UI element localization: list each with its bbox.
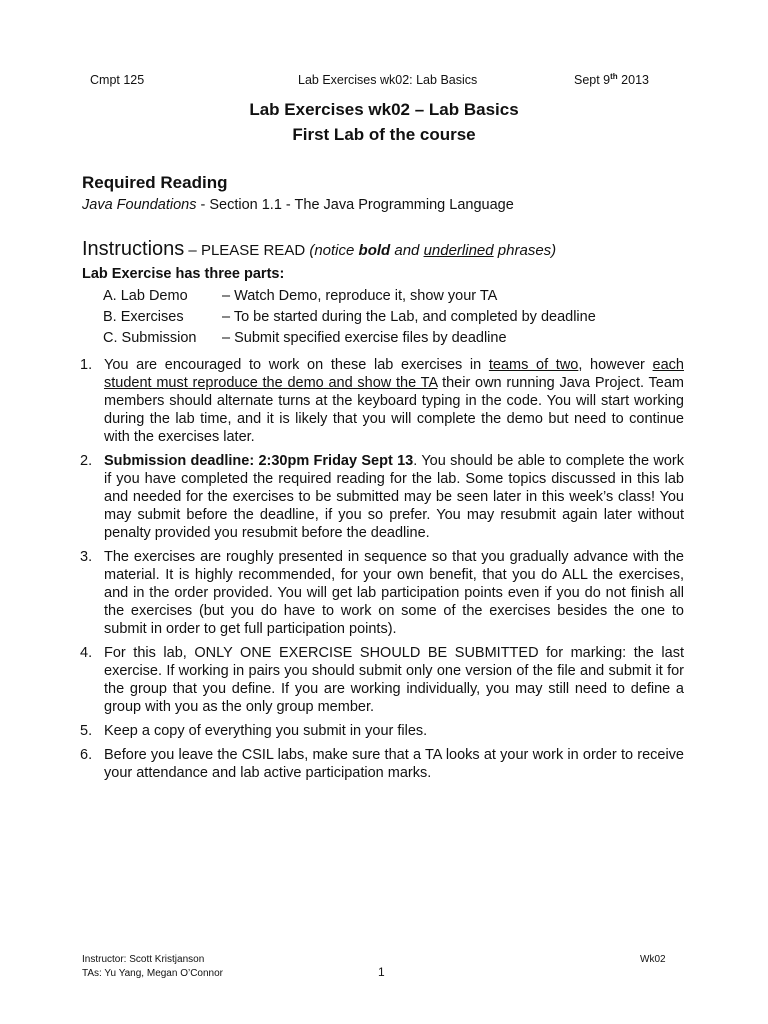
header-date xyxy=(574,73,649,87)
page-title: Lab Exercises wk02 – Lab Basics xyxy=(249,100,519,119)
page-number: 1 xyxy=(378,965,385,979)
list-text: The exercises are roughly presented in sequence so that you gradually advance with the material. It is highly recommended, for your own benefit, that you do ALL the exercises, and in the order provided. You will get lab participation points even if you do not finish all the exercises (but you do have to work on some of the exercises besides the one to submit in order to get full participation points). xyxy=(104,549,684,637)
instructions-notice-open: (notice xyxy=(309,242,359,259)
instructions-heading-row xyxy=(82,238,556,261)
list-text: Before you leave the CSIL labs, make sure that a TA looks at your work in order to receive your attendance and lab active participation marks. xyxy=(104,747,684,781)
list-text: Keep a copy of everything you submit in your files. xyxy=(104,723,428,739)
book-title: Java Foundations xyxy=(82,197,197,213)
list-number: 5. xyxy=(80,723,93,739)
part-label: A. Lab Demo xyxy=(103,288,188,304)
instructions-and-word: and xyxy=(390,242,424,259)
part-desc: – To be started during the Lab, and completed by deadline xyxy=(222,309,596,325)
list-item xyxy=(80,356,684,446)
list-text: For this lab, ONLY ONE EXERCISE SHOULD BE SUBMITTED for marking: the last exercise. If working in pairs you should submit only one version of the file and submit it for the group that you define. If you are working individually, you may still need to define a group with you as the only group member. xyxy=(104,645,684,715)
list-item xyxy=(80,452,684,542)
list-item xyxy=(80,722,684,740)
required-reading-heading: Required Reading xyxy=(82,173,228,192)
instructions-bold-word: bold xyxy=(358,242,391,259)
list-item xyxy=(80,644,684,716)
part-row-b xyxy=(103,309,596,325)
submission-deadline: Submission deadline: 2:30pm Friday Sept 13 xyxy=(104,453,414,469)
list-text: Submission deadline: 2:30pm Friday Sept 13. You should be able to complete the work if you have completed the required reading for the lab. Some topics discussed in this lab and needed for the exercises to be submitted may be seen later in this week’s class! You may submit before the deadline, if you so prefer. You may resubmit again later without penalty provided you resubmit before the deadline. xyxy=(104,453,684,541)
part-label: B. Exercises xyxy=(103,309,184,325)
list-number: 6. xyxy=(80,747,93,763)
footer-week: Wk02 xyxy=(640,954,666,965)
instructions-please-read: – PLEASE READ xyxy=(184,242,310,259)
list-item xyxy=(80,548,684,638)
part-desc: – Watch Demo, reproduce it, show your TA xyxy=(222,288,498,304)
instructions-list xyxy=(80,356,684,782)
list-item xyxy=(80,746,684,782)
part-row-c xyxy=(103,330,507,346)
page-subtitle: First Lab of the course xyxy=(292,125,476,144)
parts-title: Lab Exercise has three parts: xyxy=(82,266,285,282)
header-date-prefix: Sept 9 xyxy=(574,73,611,87)
header-doc-title: Lab Exercises wk02: Lab Basics xyxy=(298,73,478,87)
underlined-phrase: teams of two xyxy=(488,357,579,373)
header-date-sup: th xyxy=(610,71,618,81)
part-label: C. Submission xyxy=(103,330,197,346)
instructions-notice-close: phrases) xyxy=(493,242,557,259)
list-number: 3. xyxy=(80,549,93,565)
header-date-year: 2013 xyxy=(617,73,649,87)
book-section: - Section 1.1 - The Java Programming Language xyxy=(196,197,514,213)
required-reading-text xyxy=(82,197,514,213)
list-number: 2. xyxy=(80,453,93,469)
underlined-phrase: each student must reproduce the demo and show the TA xyxy=(104,357,684,391)
footer-tas: TAs: Yu Yang, Megan O’Connor xyxy=(82,968,224,979)
list-text: You are encouraged to work on these lab exercises in teams of two, however each student must reproduce the demo and show the TA their own running Java Project. Team members should alternate turns at the keyboard typing in the code. You will start working during the lab time, and it is likely that you will complete the demo but need to continue with the exercises later. xyxy=(104,357,684,445)
instructions-heading: Instructions xyxy=(82,238,185,260)
header-course: Cmpt 125 xyxy=(90,73,145,87)
list-number: 1. xyxy=(80,357,93,373)
part-desc: – Submit specified exercise files by deadline xyxy=(222,330,507,346)
footer-instructor: Instructor: Scott Kristjanson xyxy=(82,954,205,965)
part-row-a xyxy=(103,288,497,304)
instructions-underline-word: underlined xyxy=(423,242,494,259)
list-number: 4. xyxy=(80,645,93,661)
